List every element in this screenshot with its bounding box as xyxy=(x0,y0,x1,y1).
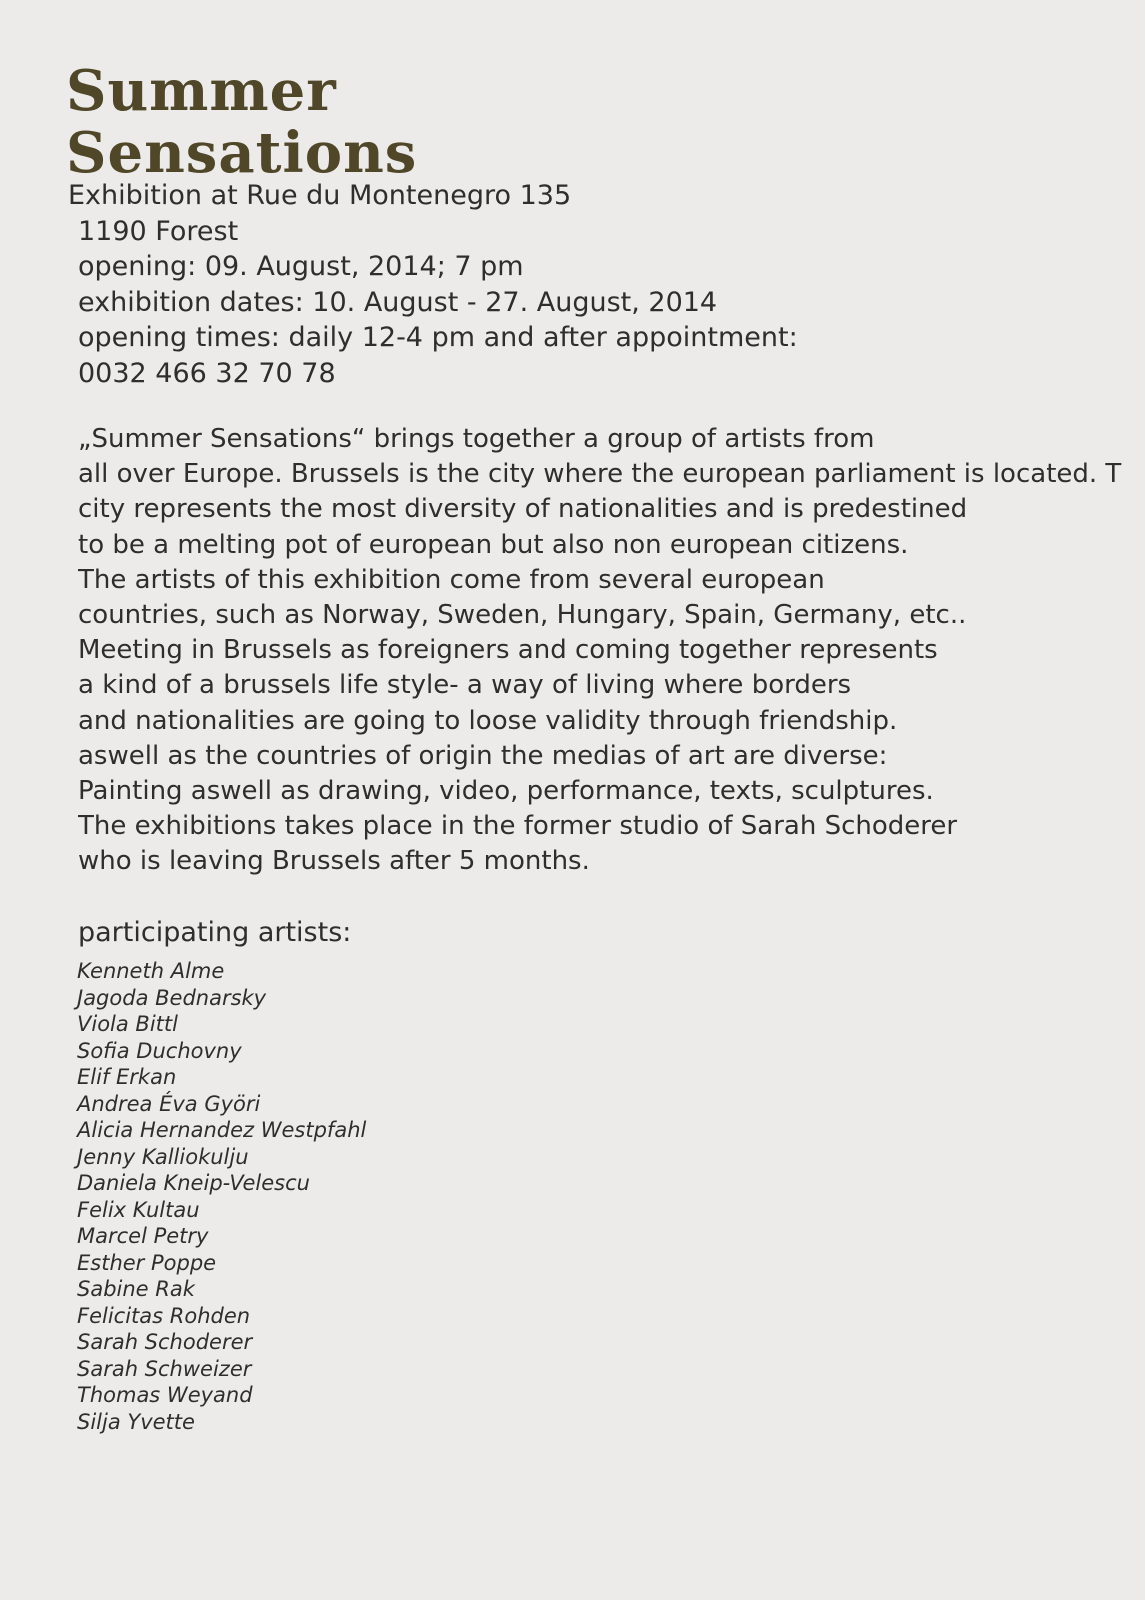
artist-item: Sarah Schoderer xyxy=(77,1330,253,1354)
artist-item: Jagoda Bednarsky xyxy=(77,985,267,1010)
opening-line: opening: 09. August, 2014; 7 pm xyxy=(78,251,524,282)
page-title xyxy=(66,60,417,184)
artist-item: Sofia Duchovny xyxy=(77,1038,242,1063)
city-line: 1190 Forest xyxy=(78,215,239,247)
artists-list xyxy=(77,958,366,1435)
artist-item: Silja Yvette xyxy=(77,1409,195,1434)
title-line-2: Sensations xyxy=(66,120,418,186)
artist-item: Kenneth Alme xyxy=(77,959,225,983)
description xyxy=(78,422,1145,880)
artist-item: Marcel Petry xyxy=(77,1224,209,1248)
artist-item: Viola Bittl xyxy=(77,1012,178,1036)
description-line: aswell as the countries of origin the medias of art are diverse: xyxy=(78,740,888,771)
address-line: Exhibition at Rue du Montenegro 135 xyxy=(68,180,572,211)
artist-item: Jenny Kalliokulju xyxy=(77,1144,249,1169)
description-line: who is leaving Brussels after 5 months. xyxy=(78,846,590,877)
artist-item: Felix Kultau xyxy=(77,1197,200,1222)
artist-item: Thomas Weyand xyxy=(77,1383,253,1407)
description-line: all over Europe. Brussels is the city where the european parliament is located. T xyxy=(78,459,1122,490)
times-line: opening times: daily 12-4 pm and after appointment: xyxy=(78,322,798,353)
description-line: The artists of this exhibition come from several european xyxy=(78,564,825,595)
artist-item: Sarah Schweizer xyxy=(77,1356,252,1381)
description-line: and nationalities are going to loose validity through friendship. xyxy=(78,705,898,736)
artist-item: Alicia Hernandez Westpfahl xyxy=(77,1118,367,1142)
description-line: Painting aswell as drawing, video, performance, texts, sculptures. xyxy=(78,776,934,807)
description-line: The exhibitions takes place in the former studio of Sarah Schoderer xyxy=(78,811,958,842)
dates-line: exhibition dates: 10. August - 27. August, 2014 xyxy=(78,286,718,318)
exhibition-info xyxy=(68,178,1138,391)
description-line: city represents the most diversity of nationalities and is predestined xyxy=(78,494,968,525)
description-line: Meeting in Brussels as foreigners and coming together represents xyxy=(78,635,938,666)
description-line: a kind of a brussels life style- a way of living where borders xyxy=(78,670,852,701)
artists-heading: participating artists: xyxy=(78,917,352,948)
artist-item: Felicitas Rohden xyxy=(77,1303,251,1328)
phone-line: 0032 466 32 70 78 xyxy=(78,357,336,389)
description-line: countries, such as Norway, Sweden, Hungary, Spain, Germany, etc.. xyxy=(78,600,967,631)
title-line-1: Summer xyxy=(66,58,337,124)
artist-item: Sabine Rak xyxy=(77,1277,195,1301)
artist-item: Elif Erkan xyxy=(77,1065,177,1089)
description-line: „Summer Sensations“ brings together a group of artists from xyxy=(78,424,875,454)
description-line: to be a melting pot of european but also non european citizens. xyxy=(78,529,909,560)
artist-item: Esther Poppe xyxy=(77,1250,217,1275)
artist-item: Andrea Éva Györi xyxy=(77,1091,261,1116)
artist-item: Daniela Kneip-Velescu xyxy=(77,1171,310,1195)
